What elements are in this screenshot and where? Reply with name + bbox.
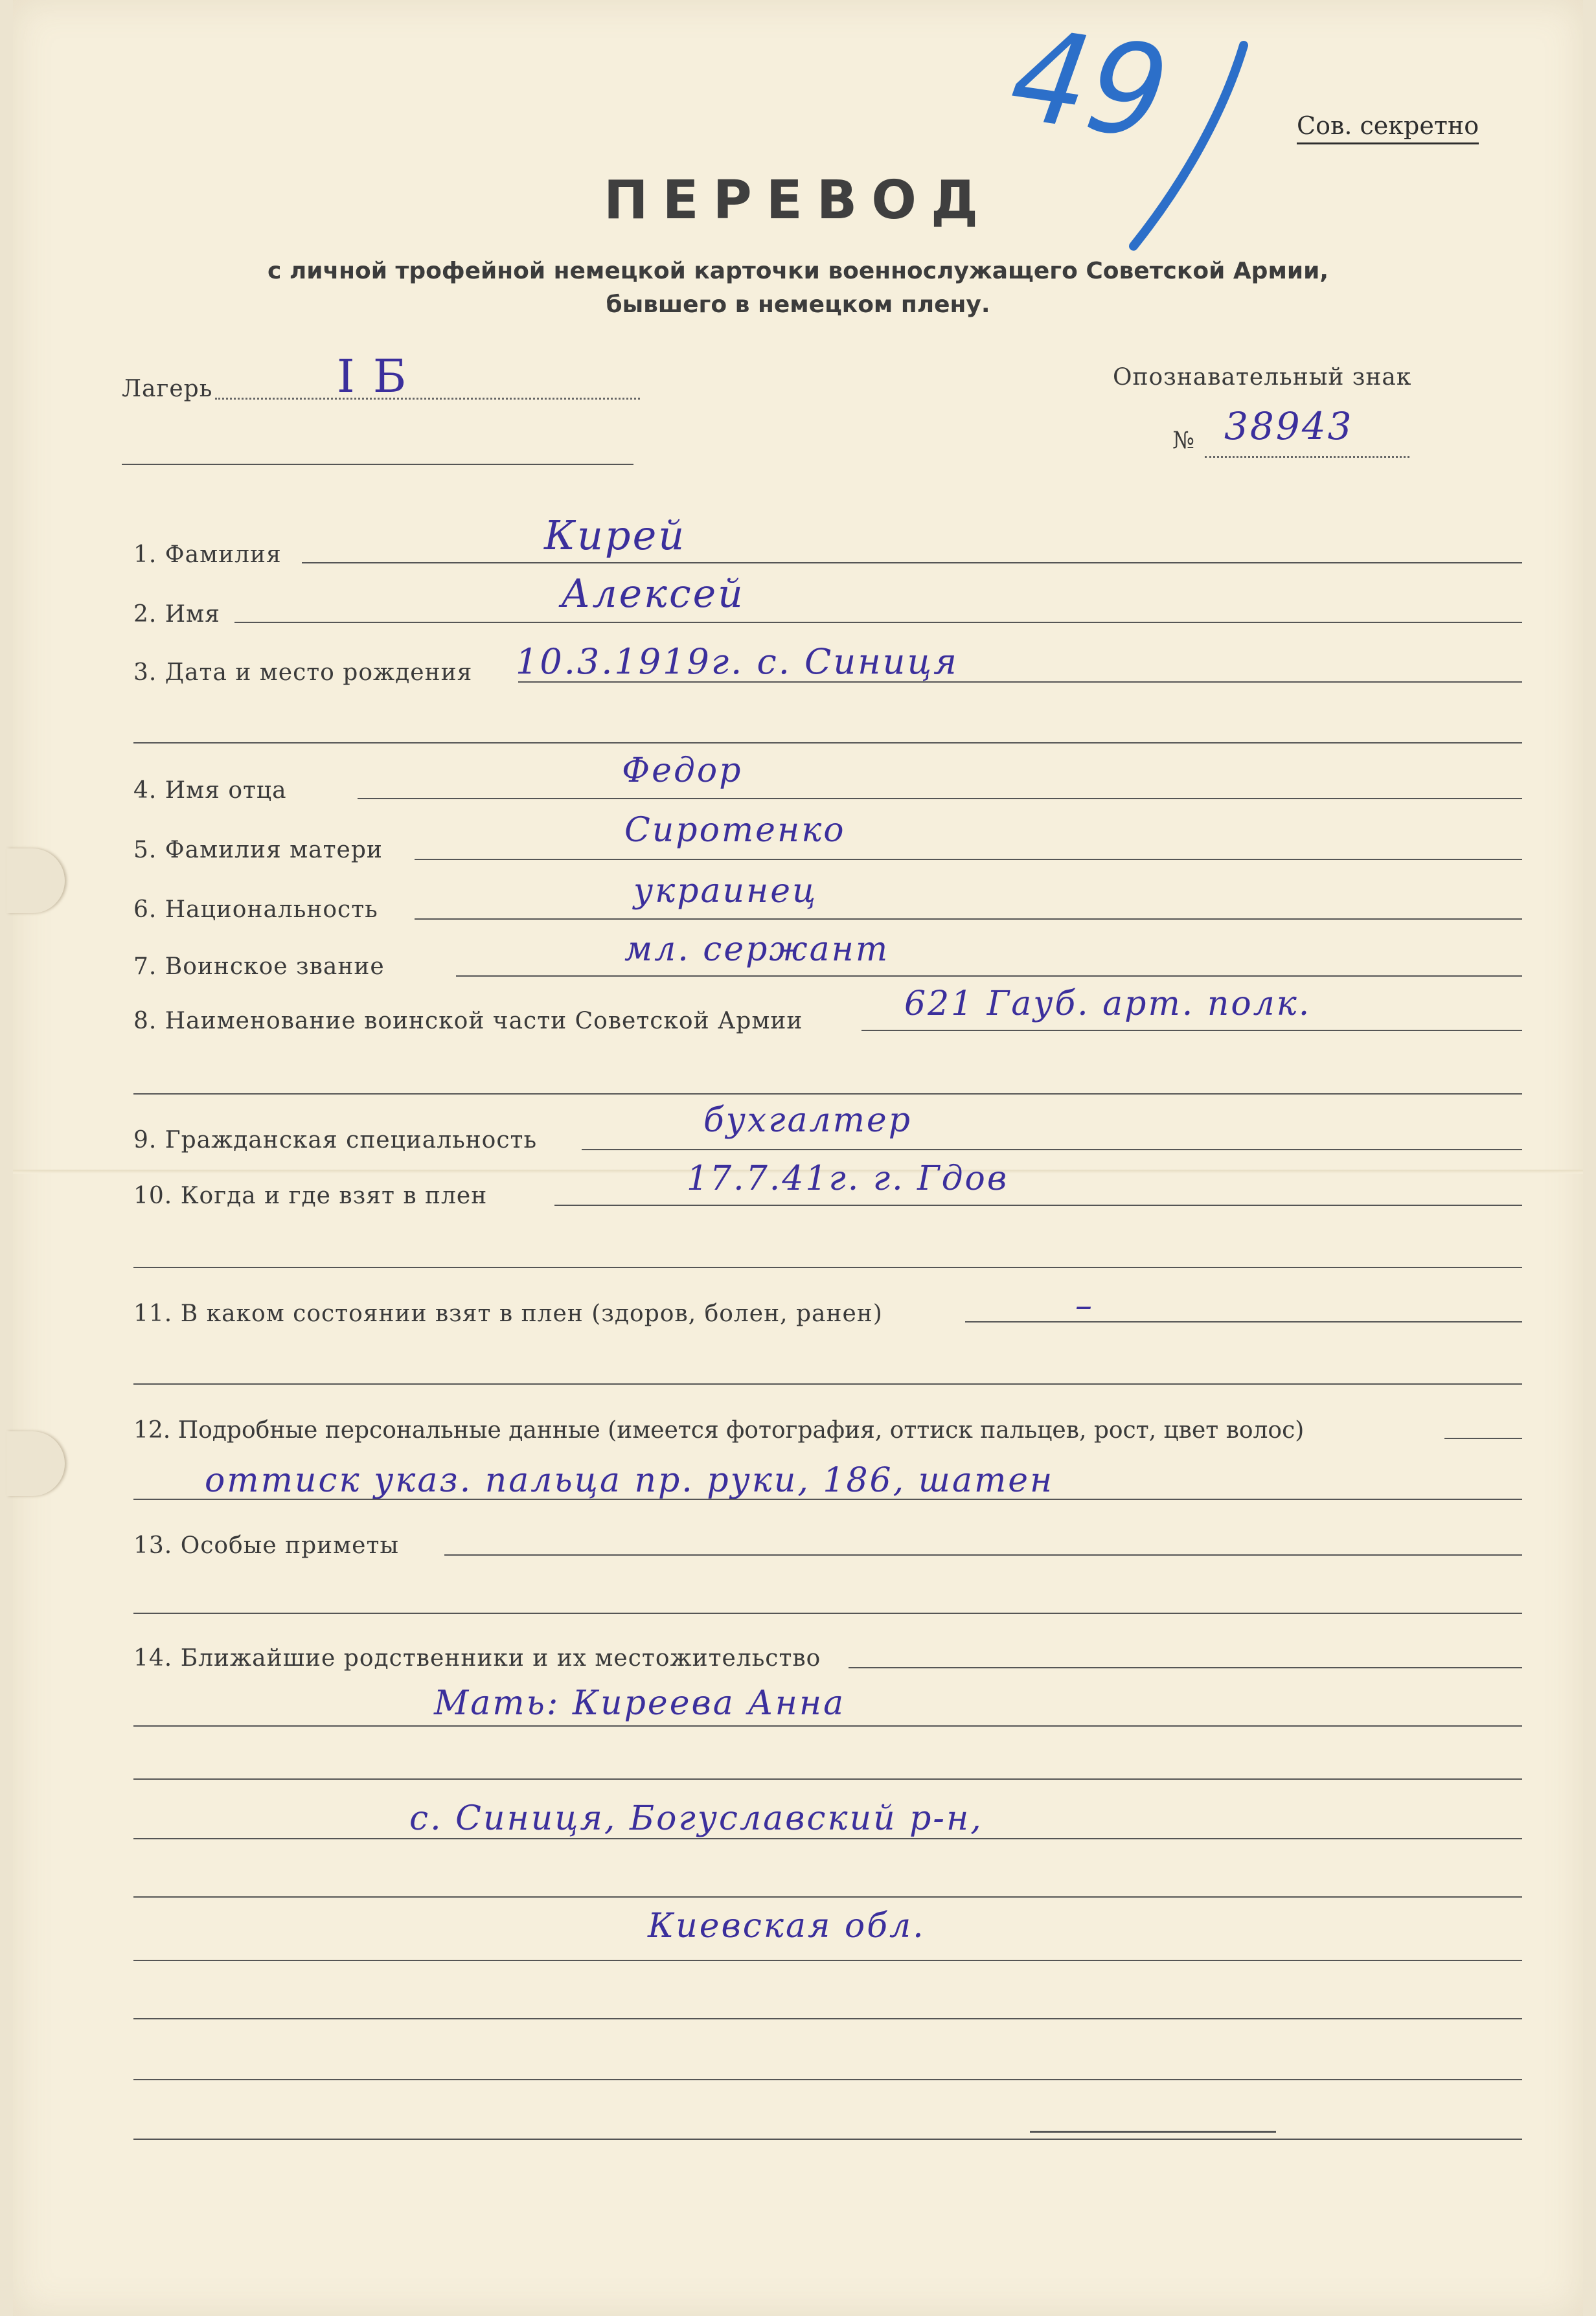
field-nationality-value: украинец	[633, 872, 818, 911]
field-surname-value: Кирей	[544, 512, 687, 559]
field-name-label: 2. Имя	[133, 601, 220, 628]
relatives-rule-6	[133, 2018, 1522, 2019]
field-relatives-line	[849, 1667, 1522, 1668]
field-profession-label: 9. Гражданская специальность	[133, 1127, 538, 1153]
field-unit-value: 621 Гауб. арт. полк.	[904, 984, 1312, 1023]
field-birth-line-2	[133, 742, 1522, 744]
punch-hole-upper	[6, 848, 65, 913]
relatives-rule-7	[133, 2079, 1522, 2080]
field-marks-label: 13. Особые приметы	[133, 1532, 400, 1559]
field-name-value: Алексей	[561, 571, 745, 617]
field-unit-line	[861, 1030, 1522, 1031]
field-nationality-line	[415, 918, 1522, 920]
field-profession-line	[582, 1149, 1522, 1150]
field-condition-line	[965, 1321, 1522, 1323]
field-rank-label: 7. Воинское звание	[133, 953, 385, 980]
relatives-rule-1	[133, 1725, 1522, 1727]
subtitle-line-1: с личной трофейной немецкой карточки военнослужащего Советской Армии,	[267, 258, 1329, 284]
relatives-line-2: с. Синиця, Богуславский р-н,	[409, 1799, 983, 1838]
field-nationality-label: 6. Национальность	[133, 896, 378, 923]
field-father-label: 4. Имя отца	[133, 777, 287, 804]
field-mother-value: Сиротенко	[624, 811, 846, 850]
field-unit-line-2	[133, 1093, 1522, 1095]
field-captured-line	[554, 1205, 1522, 1206]
camp-value: I Б	[337, 350, 409, 403]
id-tag-line	[1205, 456, 1409, 458]
field-surname-label: 1. Фамилия	[133, 541, 282, 568]
camp-label: Лагерь	[122, 376, 213, 402]
relatives-line-1: Мать: Киреева Анна	[434, 1684, 846, 1723]
classification-label: Сов. секретно	[1297, 111, 1479, 144]
field-mother-line	[415, 859, 1522, 860]
field-unit-label: 8. Наименование воинской части Советской Армии	[133, 1008, 803, 1034]
field-father-value: Федор	[622, 751, 743, 790]
field-relatives-label: 14. Ближайшие родственники и их местожительство	[133, 1645, 821, 1672]
field-personal-data-value: оттиск указ. пальца пр. руки, 186, шатен	[205, 1461, 1054, 1500]
field-personal-data-line	[1444, 1438, 1522, 1439]
relatives-rule-2	[133, 1778, 1522, 1780]
camp-line	[215, 398, 640, 400]
relatives-rule-3	[133, 1838, 1522, 1839]
archive-number-stamp: 49	[988, 3, 1189, 166]
field-marks-line	[444, 1554, 1522, 1556]
field-rank-value: мл. сержант	[624, 930, 890, 969]
relatives-rule-4	[133, 1896, 1522, 1898]
field-condition-value: –	[1075, 1286, 1094, 1325]
relatives-line-3: Киевская обл.	[648, 1907, 926, 1946]
field-captured-label: 10. Когда и где взят в плен	[133, 1183, 488, 1209]
field-rank-line	[456, 975, 1522, 977]
field-birth-value: 10.3.1919г. с. Синиця	[516, 641, 959, 682]
field-condition-line-2	[133, 1383, 1522, 1385]
field-surname-line	[302, 562, 1522, 563]
field-birth-label: 3. Дата и место рождения	[133, 659, 473, 686]
relatives-rule-8	[133, 2139, 1522, 2140]
document-page	[13, 0, 1583, 2316]
field-personal-data-line-2	[133, 1499, 1522, 1500]
field-marks-line-2	[133, 1613, 1522, 1614]
camp-line-2	[122, 464, 633, 465]
document-title: ПЕРЕВОД	[604, 170, 992, 231]
field-personal-data-label: 12. Подробные персональные данные (имеется фотография, оттиск пальцев, рост, цвет волос)	[133, 1417, 1305, 1444]
id-tag-label: Опознавательный знак	[1113, 364, 1412, 391]
relatives-rule-5	[133, 1960, 1522, 1961]
punch-hole-lower	[6, 1431, 65, 1496]
field-name-line	[234, 622, 1522, 623]
field-profession-value: бухгалтер	[703, 1101, 912, 1140]
subtitle-line-2: бывшего в немецком плену.	[606, 291, 990, 318]
field-mother-label: 5. Фамилия матери	[133, 837, 383, 863]
id-tag-number-prefix: №	[1172, 427, 1196, 454]
signature-rule	[1030, 2131, 1276, 2133]
field-captured-line-2	[133, 1267, 1522, 1268]
field-condition-label: 11. В каком состоянии взят в плен (здоров, болен, ранен)	[133, 1300, 883, 1327]
field-captured-value: 17.7.41г. г. Гдов	[687, 1159, 1009, 1198]
field-father-line	[358, 798, 1522, 799]
id-tag-value: 38943	[1224, 404, 1354, 448]
